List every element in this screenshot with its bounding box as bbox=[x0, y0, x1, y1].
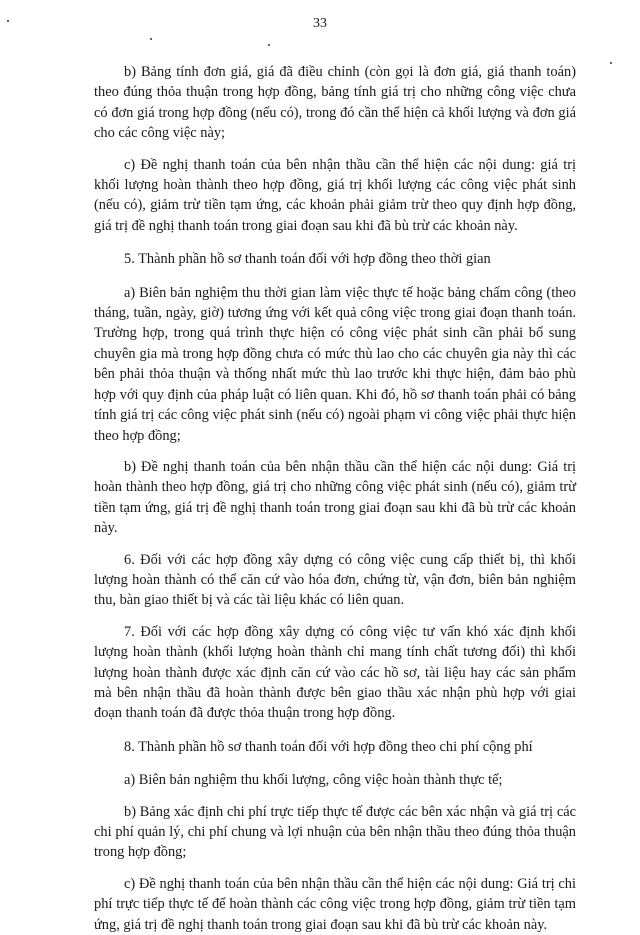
paragraph-8a: a) Biên bản nghiệm thu khối lượng, công việc hoàn thành thực tế; bbox=[124, 772, 503, 789]
paragraph-5a: a) Biên bản nghiệm thu thời gian làm việc thực tế hoặc bảng chấm công (theo tháng, tuần, ngày, giờ) tương ứng với kết quả công việc trong giai đoạn thanh toán. Trường hợp, trong quá trình thực hiện có công việc phát sinh cần phải bổ sung chuyên gia mà trong hợp đồng chưa có mức thù lao cho các chuyên gia này thì các bên phải thỏa thuận và thống nhất mức thù lao trước khi thực hiện, đảm bảo phù hợp với quy định của pháp luật có liên quan. Khi đó, hồ sơ thanh toán phải có bảng tính giá trị các công việc phát sinh (nếu có) ngoài phạm vi công việc phải thực hiện theo hợp đồng; bbox=[94, 284, 576, 444]
scan-speck bbox=[150, 38, 152, 40]
section-6: 6. Đối với các hợp đồng xây dựng có công việc cung cấp thiết bị, thì khối lượng hoàn thành có thể căn cứ vào hóa đơn, chứng từ, vận đơn, biên bản nghiệm thu, bàn giao thiết bị và các tài liệu khác có liên quan. bbox=[94, 551, 576, 609]
paragraph-8c: c) Đề nghị thanh toán của bên nhận thầu cần thể hiện các nội dung: Giá trị chi phí trực tiếp thực tế để hoàn thành các công việc trong hợp đồng, giảm trừ tiền tạm ứng, giá trị đề nghị thanh toán trong giai đoạn sau khi đã bù trừ các khoản này. bbox=[94, 875, 576, 933]
scan-speck bbox=[268, 44, 270, 46]
document-body bbox=[94, 62, 576, 935]
paragraph-4b: b) Bảng tính đơn giá, giá đã điều chỉnh (còn gọi là đơn giá, giá thanh toán) theo đúng thỏa thuận trong hợp đồng, bảng tính giá trị cho những công việc chưa có đơn giá trong hợp đồng (nếu có), trong đó cần thể hiện cả khối lượng và đơn giá cho các công việc này; bbox=[94, 64, 576, 142]
page-number: 33 bbox=[313, 16, 327, 31]
section-8-heading: 8. Thành phần hồ sơ thanh toán đối với hợp đồng theo chi phí cộng phí bbox=[124, 738, 533, 755]
scan-speck bbox=[610, 62, 612, 64]
paragraph-4c: c) Đề nghị thanh toán của bên nhận thầu cần thể hiện các nội dung: giá trị khối lượng hoàn thành theo hợp đồng, giá trị khối lượng các công việc phát sinh (nếu có), giảm trừ tiền tạm ứng, các khoản phải giảm trừ theo quy định hợp đồng, giá trị đề nghị thanh toán trong giai đoạn sau khi đã bù trừ các khoản này. bbox=[94, 156, 576, 234]
section-7: 7. Đối với các hợp đồng xây dựng có công việc tư vấn khó xác định khối lượng hoàn thành (khối lượng hoàn thành chỉ mang tính chất tương đối) thì khối lượng hoàn thành được xác định căn cứ vào các hồ sơ, tài liệu hay các sản phẩm mà bên nhận thầu đã hoàn thành được bên giao thầu xác nhận phù hợp với giai đoạn thanh toán đã được thỏa thuận trong hợp đồng. bbox=[94, 623, 576, 722]
scan-speck bbox=[7, 20, 9, 22]
paragraph-8b: b) Bảng xác định chi phí trực tiếp thực tế được các bên xác nhận và giá trị các chi phí quản lý, chi phí chung và lợi nhuận của bên nhận thầu theo đúng thỏa thuận trong hợp đồng; bbox=[94, 803, 576, 861]
section-5-heading: 5. Thành phần hồ sơ thanh toán đối với hợp đồng theo thời gian bbox=[124, 251, 491, 268]
paragraph-5b: b) Đề nghị thanh toán của bên nhận thầu cần thể hiện các nội dung: Giá trị hoàn thành theo hợp đồng, giá trị cho những công việc phát sinh (nếu có), giảm trừ tiền tạm ứng, giá trị đề nghị thanh toán trong giai đoạn sau khi đã bù trừ các khoản này. bbox=[94, 458, 576, 537]
